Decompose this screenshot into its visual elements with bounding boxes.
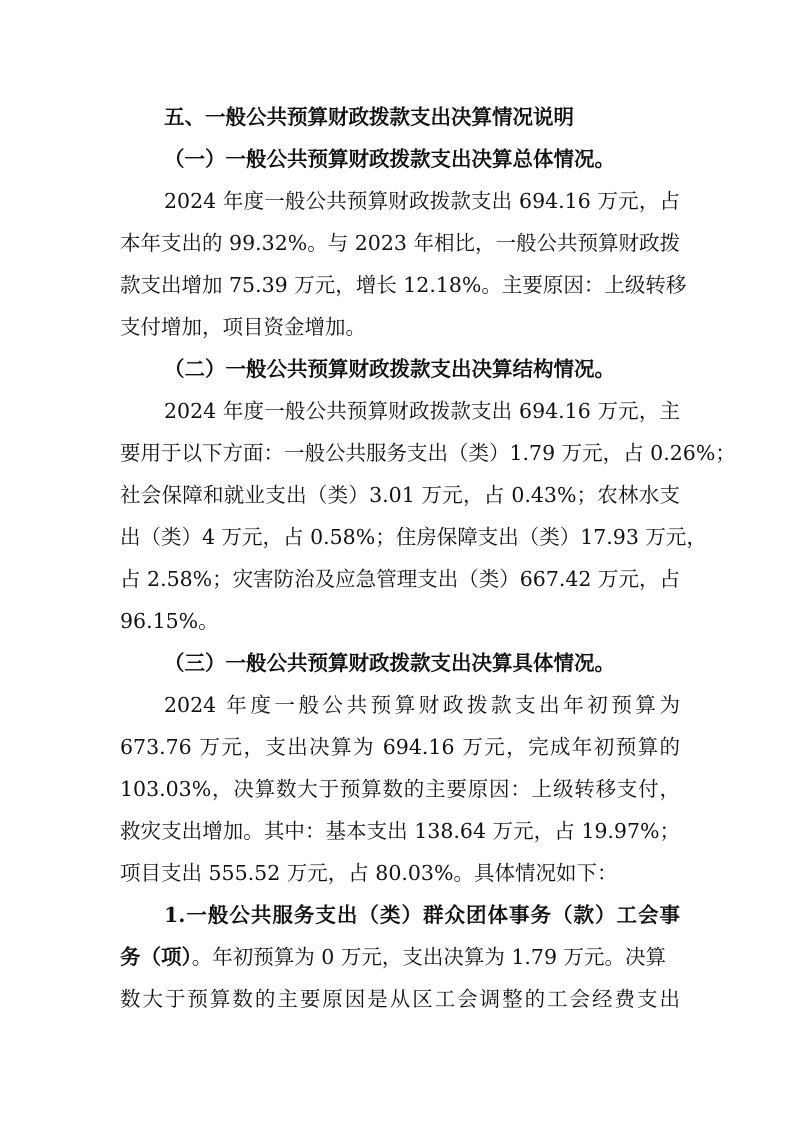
paragraph-line: 出（类）4 万元，占 0.58%；住房保障支出（类）17.93 万元， bbox=[120, 525, 707, 549]
item-heading: 1.一般公共服务支出（类）群众团体事务（款）工会事 bbox=[164, 903, 680, 927]
item-text: 。年初预算为 0 万元，支出决算为 1.79 万元。决算 bbox=[191, 945, 667, 969]
subsection-heading-3: （三）一般公共预算财政拨款支出决算具体情况。 bbox=[164, 651, 615, 675]
paragraph-line bbox=[120, 940, 680, 974]
paragraph-line: 673.76 万元，支出决算为 694.16 万元，完成年初预算的 bbox=[120, 735, 680, 759]
paragraph-line: 要用于以下方面：一般公共服务支出（类）1.79 万元，占 0.26%； bbox=[120, 441, 736, 465]
item-heading-continued: 务（项） bbox=[120, 945, 192, 969]
paragraph-line: 103.03%，决算数大于预算数的主要原因：上级转移支付， bbox=[120, 777, 680, 801]
paragraph-line: 2024 年度一般公共预算财政拨款支出 694.16 万元，主 bbox=[164, 399, 680, 423]
section-heading: 五、一般公共预算财政拨款支出决算情况说明 bbox=[164, 105, 574, 129]
paragraph-line: 96.15%。 bbox=[120, 609, 219, 633]
subsection-heading-1: （一）一般公共预算财政拨款支出决算总体情况。 bbox=[164, 147, 615, 171]
subsection-heading-2: （二）一般公共预算财政拨款支出决算结构情况。 bbox=[164, 357, 615, 381]
paragraph-line: 救灾支出增加。其中：基本支出 138.64 万元，占 19.97%； bbox=[120, 819, 680, 843]
paragraph-line: 款支出增加 75.39 万元，增长 12.18%。主要原因：上级转移 bbox=[120, 273, 687, 297]
paragraph-line: 2024 年度一般公共预算财政拨款支出 694.16 万元，占 bbox=[164, 189, 680, 213]
paragraph-line: 项目支出 555.52 万元，占 80.03%。具体情况如下： bbox=[120, 861, 618, 885]
paragraph-line: 社会保障和就业支出（类）3.01 万元，占 0.43%；农林水支 bbox=[120, 483, 680, 507]
paragraph-line: 占 2.58%；灾害防治及应急管理支出（类）667.42 万元，占 bbox=[120, 567, 680, 591]
paragraph-line: 支付增加，项目资金增加。 bbox=[120, 315, 366, 339]
paragraph-line: 本年支出的 99.32%。与 2023 年相比，一般公共预算财政拨 bbox=[120, 231, 680, 255]
paragraph-line: 2024 年度一般公共预算财政拨款支出年初预算为 bbox=[164, 693, 680, 717]
paragraph-line: 数大于预算数的主要原因是从区工会调整的工会经费支出 bbox=[120, 987, 680, 1011]
